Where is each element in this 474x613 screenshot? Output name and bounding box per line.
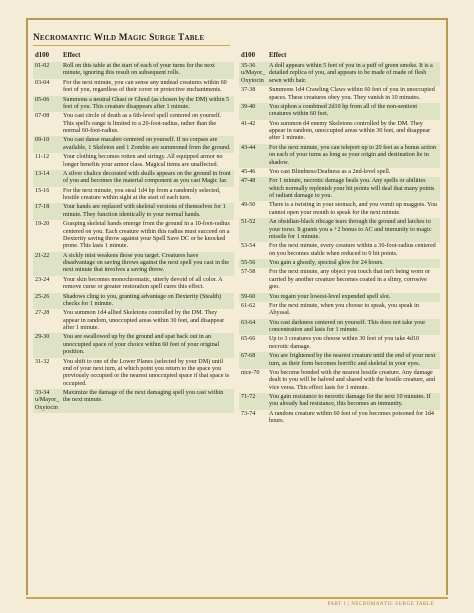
effect-text: Summons 1d4 Crawling Claws within 60 feet of you in unoccupied spaces. These creatures obey you. They vanish in 10 minutes.	[269, 87, 435, 101]
roll-range: 45-46	[241, 168, 256, 175]
effect-text: Your skin becomes monochromatic, utterly devoid of all color. A remove curse or greater restoration spell cures this effect.	[63, 276, 223, 291]
effect-text: A doll appears within 5 feet of you in a puff of green smoke. It is a detailed replica of you, and appears to be made of made of flesh sewn with hair.	[269, 63, 433, 84]
table-header-right	[239, 49, 440, 62]
effect-text: Roll on this table at the start of each of your turns for the next minute, ignoring this result on subsequent rolls.	[63, 63, 215, 77]
effect-text: For the next minute, every creature within a 30-foot-radius centered on you becomes stable when reduced to 0 hit points.	[269, 243, 436, 257]
effect-text: Your clothing becomes rotten and stringy. All equipped armor no longer benefits your armor class. Magical items are unaffected.	[63, 154, 223, 168]
table-row	[239, 86, 440, 103]
footer-bar	[26, 597, 448, 599]
roll-range: 25-26	[35, 293, 50, 300]
effect-text: For the next minute, you can sense any undead creatures within 60 feet of you, regardless of their cover or protective enchantments.	[63, 79, 227, 94]
effect-text: A silver chalice decorated with skulls appears on the ground in front of you and becomes the material component as you cast Magic Jar.	[63, 170, 231, 185]
effect-text: Shadows cling to you, granting advantage on Dexterity (Stealth) checks for 1 minute.	[63, 293, 222, 307]
table-row	[239, 177, 440, 201]
table-row	[239, 319, 440, 336]
table-row	[239, 62, 440, 86]
header-effect: Effect	[63, 52, 81, 59]
table-row	[33, 112, 234, 136]
page-footer: PART 1 | NECROMANTIC SURGE TABLE	[327, 602, 434, 607]
table-row	[33, 358, 234, 390]
page-border-left	[26, 18, 28, 595]
roll-range: 09-10	[35, 137, 50, 144]
roll-range: nice-70	[241, 369, 260, 376]
table-row	[33, 153, 234, 170]
table-row	[33, 252, 234, 276]
header-d100: d100	[241, 52, 255, 59]
table-row	[239, 259, 440, 268]
roll-range: 23-24	[35, 276, 50, 283]
effect-text: You summon 1d4 allied Skeletons controlled by the DM. They appear in random, unoccupied areas within 30 feet, and disappear after 1 minute.	[63, 310, 225, 331]
effect-text: You siphon a combined 2d10 hp from all of the non-sentient creatures within 60 feet.	[269, 103, 418, 118]
table-row	[239, 410, 440, 427]
roll-range: 07-08	[35, 113, 50, 120]
table-row	[33, 276, 234, 293]
roll-range: 21-22	[35, 252, 50, 259]
table-row	[239, 352, 440, 369]
effect-text: You cast danse macabre centered on yourself. If no corpses are available, 1 Skeleton and 1 Zombie are summoned from the ground.	[63, 137, 231, 151]
roll-range: 39-40	[241, 103, 256, 110]
table-row	[33, 203, 234, 220]
table-row	[239, 218, 440, 242]
table-row	[33, 136, 234, 153]
table-row	[239, 393, 440, 410]
table-row	[33, 187, 234, 204]
effect-text: A random creature within 60 feet of you becomes poisoned for 1d4 hours.	[269, 410, 434, 425]
table-row	[239, 144, 440, 168]
page-border-right	[446, 18, 448, 595]
table-row	[33, 389, 234, 413]
roll-range: 49-50	[241, 202, 256, 209]
roll-range: 53-54	[241, 243, 256, 250]
effect-text: Maximize the damage of the next damaging spell you cast within the next minute.	[63, 390, 224, 404]
roll-range: 67-68	[241, 353, 256, 360]
roll-range: 71-72	[241, 394, 256, 400]
effect-text: For 1 minute, necrotic damage heals you. Any spells or abilities which normally replenish your hit points will deal that many points of radiant damage to you.	[269, 178, 435, 199]
effect-text: For the next minute, you steal 1d4 hp from a randomly selected, hostile creature within sight at the start of each turn.	[63, 187, 221, 201]
effect-text: You regain your lowest-level expended spell slot.	[269, 293, 391, 300]
effect-text: You shift to one of the Lower Planes (selected by your DM) until end of your next turn, at which point you return to the space you previously occupied or the nearest unoccupied space if that space is occupied.	[63, 358, 230, 387]
table-left-column	[33, 49, 234, 413]
roll-range: 15-16	[35, 187, 50, 194]
table-row	[239, 268, 440, 292]
table-row	[33, 309, 234, 333]
table-row	[33, 96, 234, 113]
table-row	[33, 220, 234, 252]
effect-text: For the next minute, when you choose to speak, you speak in Abyssal.	[269, 302, 419, 317]
table-row	[239, 335, 440, 352]
roll-range: 11-12	[35, 154, 50, 161]
roll-range: 17-18	[35, 204, 50, 211]
header-effect: Effect	[269, 52, 287, 59]
table-row	[239, 242, 440, 259]
title-underline	[33, 45, 230, 46]
roll-range: 43-44	[241, 144, 256, 151]
page-title: Necromantic Wild Magic Surge Table	[33, 33, 205, 43]
effect-text: You cast darkness centered on yourself. This does not take your concentration and lasts for 1 minute.	[269, 319, 426, 333]
table-row	[33, 170, 234, 187]
roll-range: 55-56	[241, 260, 256, 266]
table-body-right	[239, 62, 440, 427]
table-body-left	[33, 62, 234, 413]
effect-text: You are frightened by the nearest creature until the end of your next turn, as their form becomes horrific and skeletal in your eyes.	[269, 353, 436, 367]
roll-range: 03-04	[35, 79, 50, 86]
roll-range: 65-66	[241, 336, 256, 343]
effect-text: You gain a ghostly, spectral glow for 24 hours.	[269, 260, 384, 266]
effect-text: For the next minute, any object you touch that isn't being worn or carried by another creature becomes coated in a slimy, corrosive goo.	[269, 269, 430, 291]
roll-range: 41-42	[241, 120, 256, 127]
table-row	[239, 369, 440, 393]
roll-range: 19-20	[35, 221, 50, 228]
table-row	[33, 79, 234, 96]
roll-range: 63-64	[241, 319, 256, 326]
effect-text: An obsidian-black ribcage tears through the ground and latches to your torso. It grants you a +2 bonus to AC and immunity to magic missile for 1 minute.	[269, 219, 432, 240]
roll-range: 13-14	[35, 170, 50, 177]
roll-range: 51-52	[241, 219, 256, 226]
effect-text: Summons a neutral Ghast or Ghoul (as chosen by the DM) within 5 feet of you. This creature disappears after 1 minute.	[63, 96, 230, 110]
roll-range: 35-36 u/Mayor_ Oxytocin	[241, 63, 266, 84]
table-row	[239, 168, 440, 177]
table-row	[239, 302, 440, 319]
table-row	[33, 333, 234, 357]
roll-range: 01-02	[35, 63, 50, 69]
roll-range: 05-06	[35, 96, 50, 103]
effect-text: There is a twisting in your stomach, and you vomit up maggots. You cannot open your mouth to speak for the next minute.	[269, 202, 438, 216]
roll-range: 31-32	[35, 358, 50, 365]
roll-range: 37-38	[241, 87, 256, 94]
header-d100: d100	[35, 52, 49, 59]
effect-text: You summon d4 enemy Skeletons controlled by the DM. They appear in random, unoccupied areas within 30 feet, and disappear after 1 minute.	[269, 120, 431, 142]
effect-text: For the next minute, you can teleport up to 20 feet as a bonus action on each of your turns as long as your origin and destination lie in shadow.	[269, 144, 436, 166]
roll-range: 33-34 u/Mayor_ Oxytocin	[35, 390, 60, 411]
roll-range: 57-58	[241, 269, 256, 276]
effect-text: You become bonded with the nearest hostile creature. Any damage dealt to you will be halved and shared with the hostile creature, and vice versa. This effect lasts for 1 minute.	[269, 369, 435, 391]
roll-range: 27-28	[35, 310, 50, 317]
effect-text: Grasping skeletal hands emerge from the ground in a 10-foot-radius centered on you. Each creature within this radius must succeed on a Dexterity saving throw against your Spell Save DC or be knocked prone. This lasts 1 minute.	[63, 221, 230, 250]
effect-text: Up to 3 creatures you choose within 30 feet of you take 4d10 necrotic damage.	[269, 336, 420, 350]
table-row	[239, 103, 440, 120]
effect-text: You gain resistance to necrotic damage for the next 10 minutes. If you already had resistance, this becomes an immunity.	[269, 394, 431, 408]
roll-range: 73-74	[241, 410, 256, 417]
table-row	[239, 120, 440, 144]
effect-text: You cast circle of death as a 6th-level spell centered on yourself. This spell's range is limited to a 20-foot-radius, rather than the normal 60-foot-radius.	[63, 113, 222, 134]
table-row	[239, 293, 440, 302]
roll-range: 29-30	[35, 334, 50, 341]
roll-range: 61-62	[241, 302, 256, 309]
effect-text: You cast Blindness/Deafness as a 2nd-level spell.	[269, 168, 391, 175]
page-border-top	[26, 18, 448, 20]
effect-text: You are swallowed up by the ground and spat back out in an unoccupied space of your choice within 60 feet of your original position.	[63, 334, 220, 356]
table-row	[33, 293, 234, 310]
table-header-left	[33, 49, 234, 62]
table-row	[33, 62, 234, 79]
effect-text: A sickly mist weakens those you target. Creatures have disadvantage on saving throws against the next spell you cast in the next minute that involves a saving throw.	[63, 252, 229, 274]
roll-range: 59-60	[241, 293, 256, 300]
table-right-column	[239, 49, 440, 427]
table-row	[239, 201, 440, 218]
roll-range: 47-48	[241, 178, 256, 185]
effect-text: Your hands are replaced with skeletal versions of themselves for 1 minute. They function identically to your normal hands.	[63, 204, 226, 218]
